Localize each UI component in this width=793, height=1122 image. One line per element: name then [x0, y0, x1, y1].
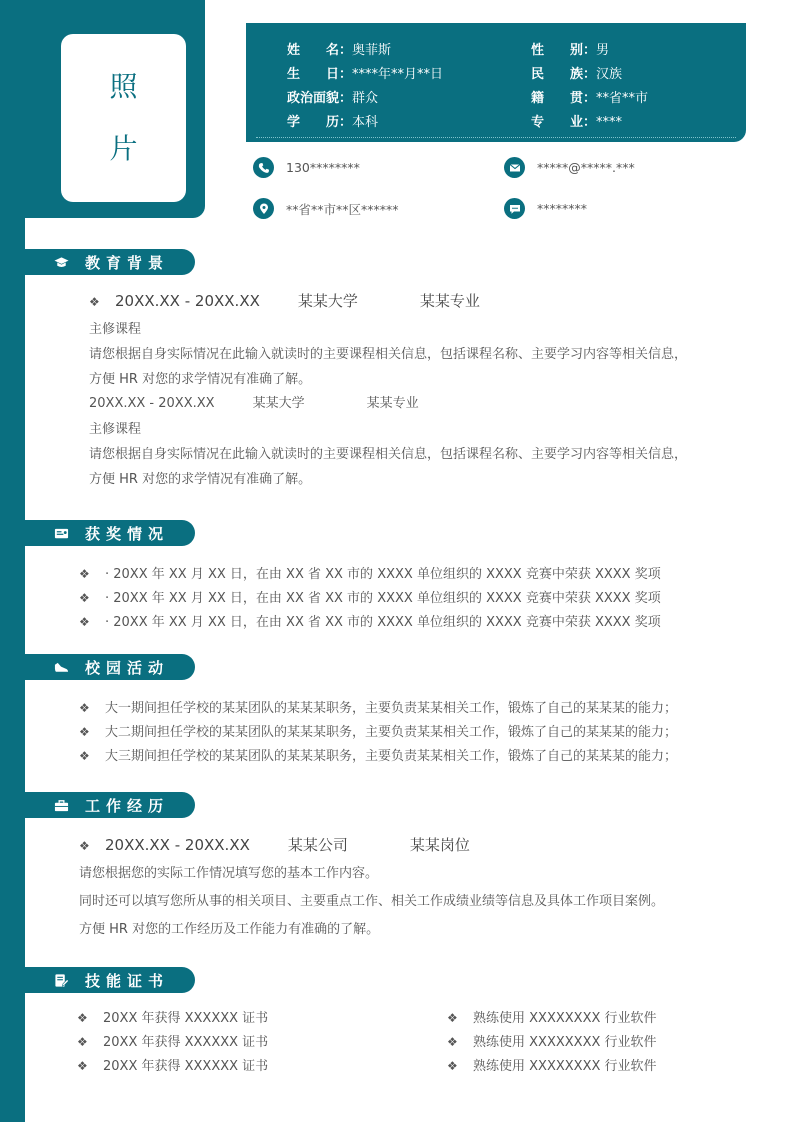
contact-chat[interactable]: [504, 198, 587, 219]
skill-software-item: ❖ 熟练使用 XXXXXXXX 行业软件: [447, 1059, 657, 1074]
edu1-heading: ❖ 20XX.XX - 20XX.XX 某某大学 某某专业: [89, 292, 480, 310]
work-position: 某某岗位: [409, 836, 470, 854]
edu1-school: 某某大学: [297, 292, 358, 310]
edu1-desc-line2: 方便 HR 对您的求学情况有准确了解。: [89, 372, 312, 387]
chat-icon: [504, 198, 525, 219]
graduation-cap-icon: [53, 254, 69, 270]
info-major: 专 业：****: [531, 115, 623, 130]
edu1-course-label: 主修课程: [89, 322, 142, 337]
edu1-desc-line1: 请您根据自身实际情况在此输入就读时的主要课程相关信息，包括课程名称、主要学习内容等相关信息，: [89, 347, 688, 362]
edu1-period: 20XX.XX - 20XX.XX: [115, 292, 260, 310]
edu2-major: 某某专业: [366, 396, 419, 411]
contact-phone[interactable]: [253, 157, 360, 178]
info-origin: 籍 贯：**省**市: [531, 91, 649, 106]
contact-address[interactable]: [253, 198, 399, 219]
phone-icon: [253, 157, 274, 178]
info-gender: 性 别：男: [531, 43, 610, 58]
info-political: 政治面貌：群众: [287, 91, 379, 106]
briefcase-icon: [53, 797, 69, 813]
chat-text: ********: [537, 201, 587, 216]
section-campus-header: [25, 654, 195, 680]
edu1-major: 某某专业: [419, 292, 480, 310]
info-degree: 学 历：本科: [287, 115, 379, 130]
section-education-header: [25, 249, 195, 275]
award-item: ❖ · 20XX 年 XX 月 XX 日，在由 XX 省 XX 市的 XXXX 单位组织的 XXXX 竞赛中荣获 XXXX 奖项: [79, 567, 661, 582]
contact-email[interactable]: [504, 157, 635, 178]
campus-item: ❖ 大一期间担任学校的某某团队的某某某职务，主要负责某某相关工作，锻炼了自己的某某某的能力；: [79, 701, 678, 716]
section-skills-header: [25, 967, 195, 993]
skill-cert-item: ❖ 20XX 年获得 XXXXXX 证书: [77, 1059, 269, 1074]
note-edit-icon: [53, 972, 69, 988]
location-icon: [253, 198, 274, 219]
section-campus-title: 校园活动: [85, 658, 170, 677]
photo-text-1: 照: [109, 70, 138, 103]
photo-text-2: 片: [109, 132, 138, 165]
info-birth: 生 日：****年**月**日: [287, 67, 444, 82]
award-item: ❖ · 20XX 年 XX 月 XX 日，在由 XX 省 XX 市的 XXXX 单位组织的 XXXX 竞赛中荣获 XXXX 奖项: [79, 591, 661, 606]
award-item: ❖ · 20XX 年 XX 月 XX 日，在由 XX 省 XX 市的 XXXX 单位组织的 XXXX 竞赛中荣获 XXXX 奖项: [79, 615, 661, 630]
email-icon: [504, 157, 525, 178]
section-skills-title: 技能证书: [85, 971, 170, 990]
work-desc-line1: 请您根据您的实际工作情况填写您的基本工作内容。: [79, 866, 379, 881]
campus-item: ❖ 大二期间担任学校的某某团队的某某某职务，主要负责某某相关工作，锻炼了自己的某某某的能力；: [79, 725, 678, 740]
dotted-divider: [256, 137, 736, 138]
work-desc-line2: 同时还可以填写您所从事的相关项目、主要重点工作、相关工作成绩业绩等信息及具体工作项目案例。: [79, 894, 665, 909]
work-desc-line3: 方便 HR 对您的工作经历及工作能力有准确的了解。: [79, 922, 380, 937]
section-work-header: [25, 792, 195, 818]
campus-item: ❖ 大三期间担任学校的某某团队的某某某职务，主要负责某某相关工作，锻炼了自己的某某某的能力；: [79, 749, 678, 764]
work-period: 20XX.XX - 20XX.XX: [105, 836, 250, 854]
section-work-title: 工作经历: [85, 796, 170, 815]
photo-placeholder[interactable]: [61, 34, 186, 202]
edu2-course-label: 主修课程: [89, 422, 142, 437]
skill-software-item: ❖ 熟练使用 XXXXXXXX 行业软件: [447, 1011, 657, 1026]
award-certificate-icon: [53, 525, 69, 541]
work-company: 某某公司: [287, 836, 348, 854]
work-heading: ❖ 20XX.XX - 20XX.XX 某某公司 某某岗位: [79, 836, 470, 854]
edu2-school: 某某大学: [252, 396, 305, 411]
phone-text: 130********: [286, 160, 360, 175]
personal-info-panel: [246, 23, 746, 142]
edu2-heading: [89, 392, 419, 411]
skill-cert-item: ❖ 20XX 年获得 XXXXXX 证书: [77, 1035, 269, 1050]
section-awards-header: [25, 520, 195, 546]
skill-software-item: ❖ 熟练使用 XXXXXXXX 行业软件: [447, 1035, 657, 1050]
section-education-title: 教育背景: [85, 253, 170, 272]
skill-cert-item: ❖ 20XX 年获得 XXXXXX 证书: [77, 1011, 269, 1026]
sneaker-icon: [53, 659, 69, 675]
edu2-desc-line2: 方便 HR 对您的求学情况有准确了解。: [89, 472, 312, 487]
email-text: *****@*****.***: [537, 160, 635, 175]
info-name: 姓 名：奥菲斯: [287, 43, 392, 58]
info-ethnic: 民 族：汉族: [531, 67, 623, 82]
edu2-period: 20XX.XX - 20XX.XX: [89, 396, 215, 411]
edu2-desc-line1: 请您根据自身实际情况在此输入就读时的主要课程相关信息，包括课程名称、主要学习内容等相关信息，: [89, 447, 688, 462]
address-text: **省**市**区******: [286, 201, 399, 217]
section-awards-title: 获奖情况: [85, 524, 170, 543]
